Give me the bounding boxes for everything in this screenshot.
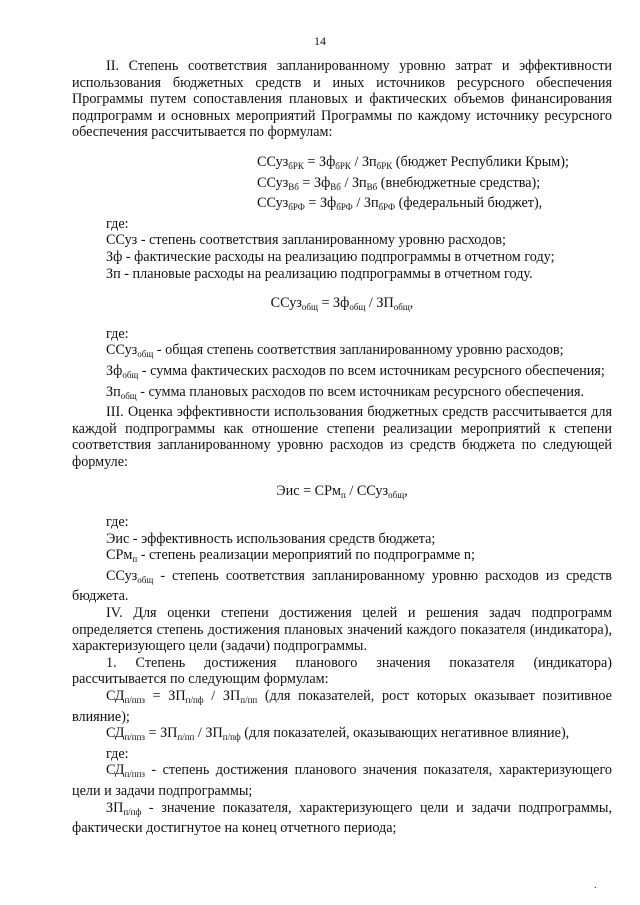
definition-eis: Эис - эффективность использования средств бюджета; [106, 530, 436, 547]
formula-brf: ССуз$_{бРФ}$ = $Зф_{бРФ} / Зп_{бРФ}$ (федеральный бюджет), [257, 195, 543, 213]
section-iii-paragraph: III. Оценка эффективности использования бюджетных средств рассчитывается для каждой подпрограммы как отношение степени реализации мероприятий к степени соответствия запланированному уровню расходов из средств бюджета по следующей формуле: [72, 404, 612, 470]
definition-zf: Зф - фактические расходы на реализацию подпрограммы в отчетном году; [106, 248, 555, 265]
where-label: где: [106, 325, 129, 342]
formula-block-budget-sources [72, 154, 612, 216]
where-label: где: [106, 514, 129, 531]
definition-srm: СРм$_п$ - степень реализации мероприятий по подпрограмме n; [106, 547, 475, 565]
formula-brk: ССуз$_{бРК}$ = $Зф_{бРК} / Зп_{бРК}$ (бюджет Республики Крым); [257, 153, 569, 171]
definition-ssuz-total: ССуз$_{общ}$ - общая степень соответствия запланированному уровню расходов; [106, 342, 564, 360]
definition-ssuz: ССуз - степень соответствия запланированному уровню расходов; [106, 232, 506, 249]
definition-sd: $СД_{п/ппз}$ - степень достижения планового значения показателя, характеризующего цели и задачи подпрограммы; [72, 762, 612, 799]
section-iv-paragraph: IV. Для оценки степени достижения целей и решения задач подпрограмм определяется степень достижения плановых значений каждого показателя (индикатора), характеризующего цели (задачи) подпрограммы. [72, 605, 612, 655]
definition-zf-total: $Зф_{общ}$ - сумма фактических расходов по всем источникам ресурсного обеспечения; [106, 362, 605, 380]
section-iv-point-1: 1. Степень достижения планового значения показателя (индикатора) рассчитывается по следующим формулам: [72, 654, 612, 688]
formula-sd-positive: $СД_{п/ппз} = ЗП_{п/пф} / ЗП_{п/пп}$ (для показателей, рост которых оказывает позитивное влияние); [72, 688, 612, 725]
where-label: где: [106, 745, 129, 762]
formula-eis: Эис = СРм$_п$ / ССуз$_{общ}$, [276, 483, 408, 501]
definition-zp: Зп - плановые расходы на реализацию подпрограммы в отчетном году. [106, 265, 533, 282]
formula-vb: ССуз$_{Вб}$ = $Зф_{Вб} / Зп_{Вб}$ (внебюджетные средства); [257, 174, 541, 192]
definition-ssuz-budget: ССуз$_{общ}$ - степень соответствия запланированному уровню расходов из средств бюджета. [72, 567, 612, 605]
formula-sd-negative: $СД_{п/ппз} = ЗП_{п/пп} / ЗП_{п/пф}$ (для показателей, оказывающих негативное влияние), [106, 725, 570, 743]
page-content [72, 58, 612, 837]
definition-zp-fact: $ЗП_{п/пф}$ - значение показателя, характеризующего цели и задачи подпрограммы, фактически достигнутое на конец отчетного периода; [72, 799, 612, 837]
section-ii-paragraph: II. Степень соответствия запланированному уровню затрат и эффективности использования бюджетных средств и иных источников ресурсного обеспечения Программы путем сопоставления плановых и фактических объемов финансирования подпрограмм и основных мероприятий Программы по каждому источнику ресурсного обеспечения рассчитывается по формулам: [72, 58, 612, 141]
corner-mark: . [594, 880, 597, 891]
definition-zp-total: $Зп_{общ}$ - сумма плановых расходов по всем источникам ресурсного обеспечения. [106, 383, 585, 401]
page-number: 14 [314, 34, 326, 48]
where-label: где: [106, 215, 129, 232]
formula-total: ССуз$_{общ}$ = $Зф_{общ} / ЗП_{общ}$, [270, 295, 414, 313]
